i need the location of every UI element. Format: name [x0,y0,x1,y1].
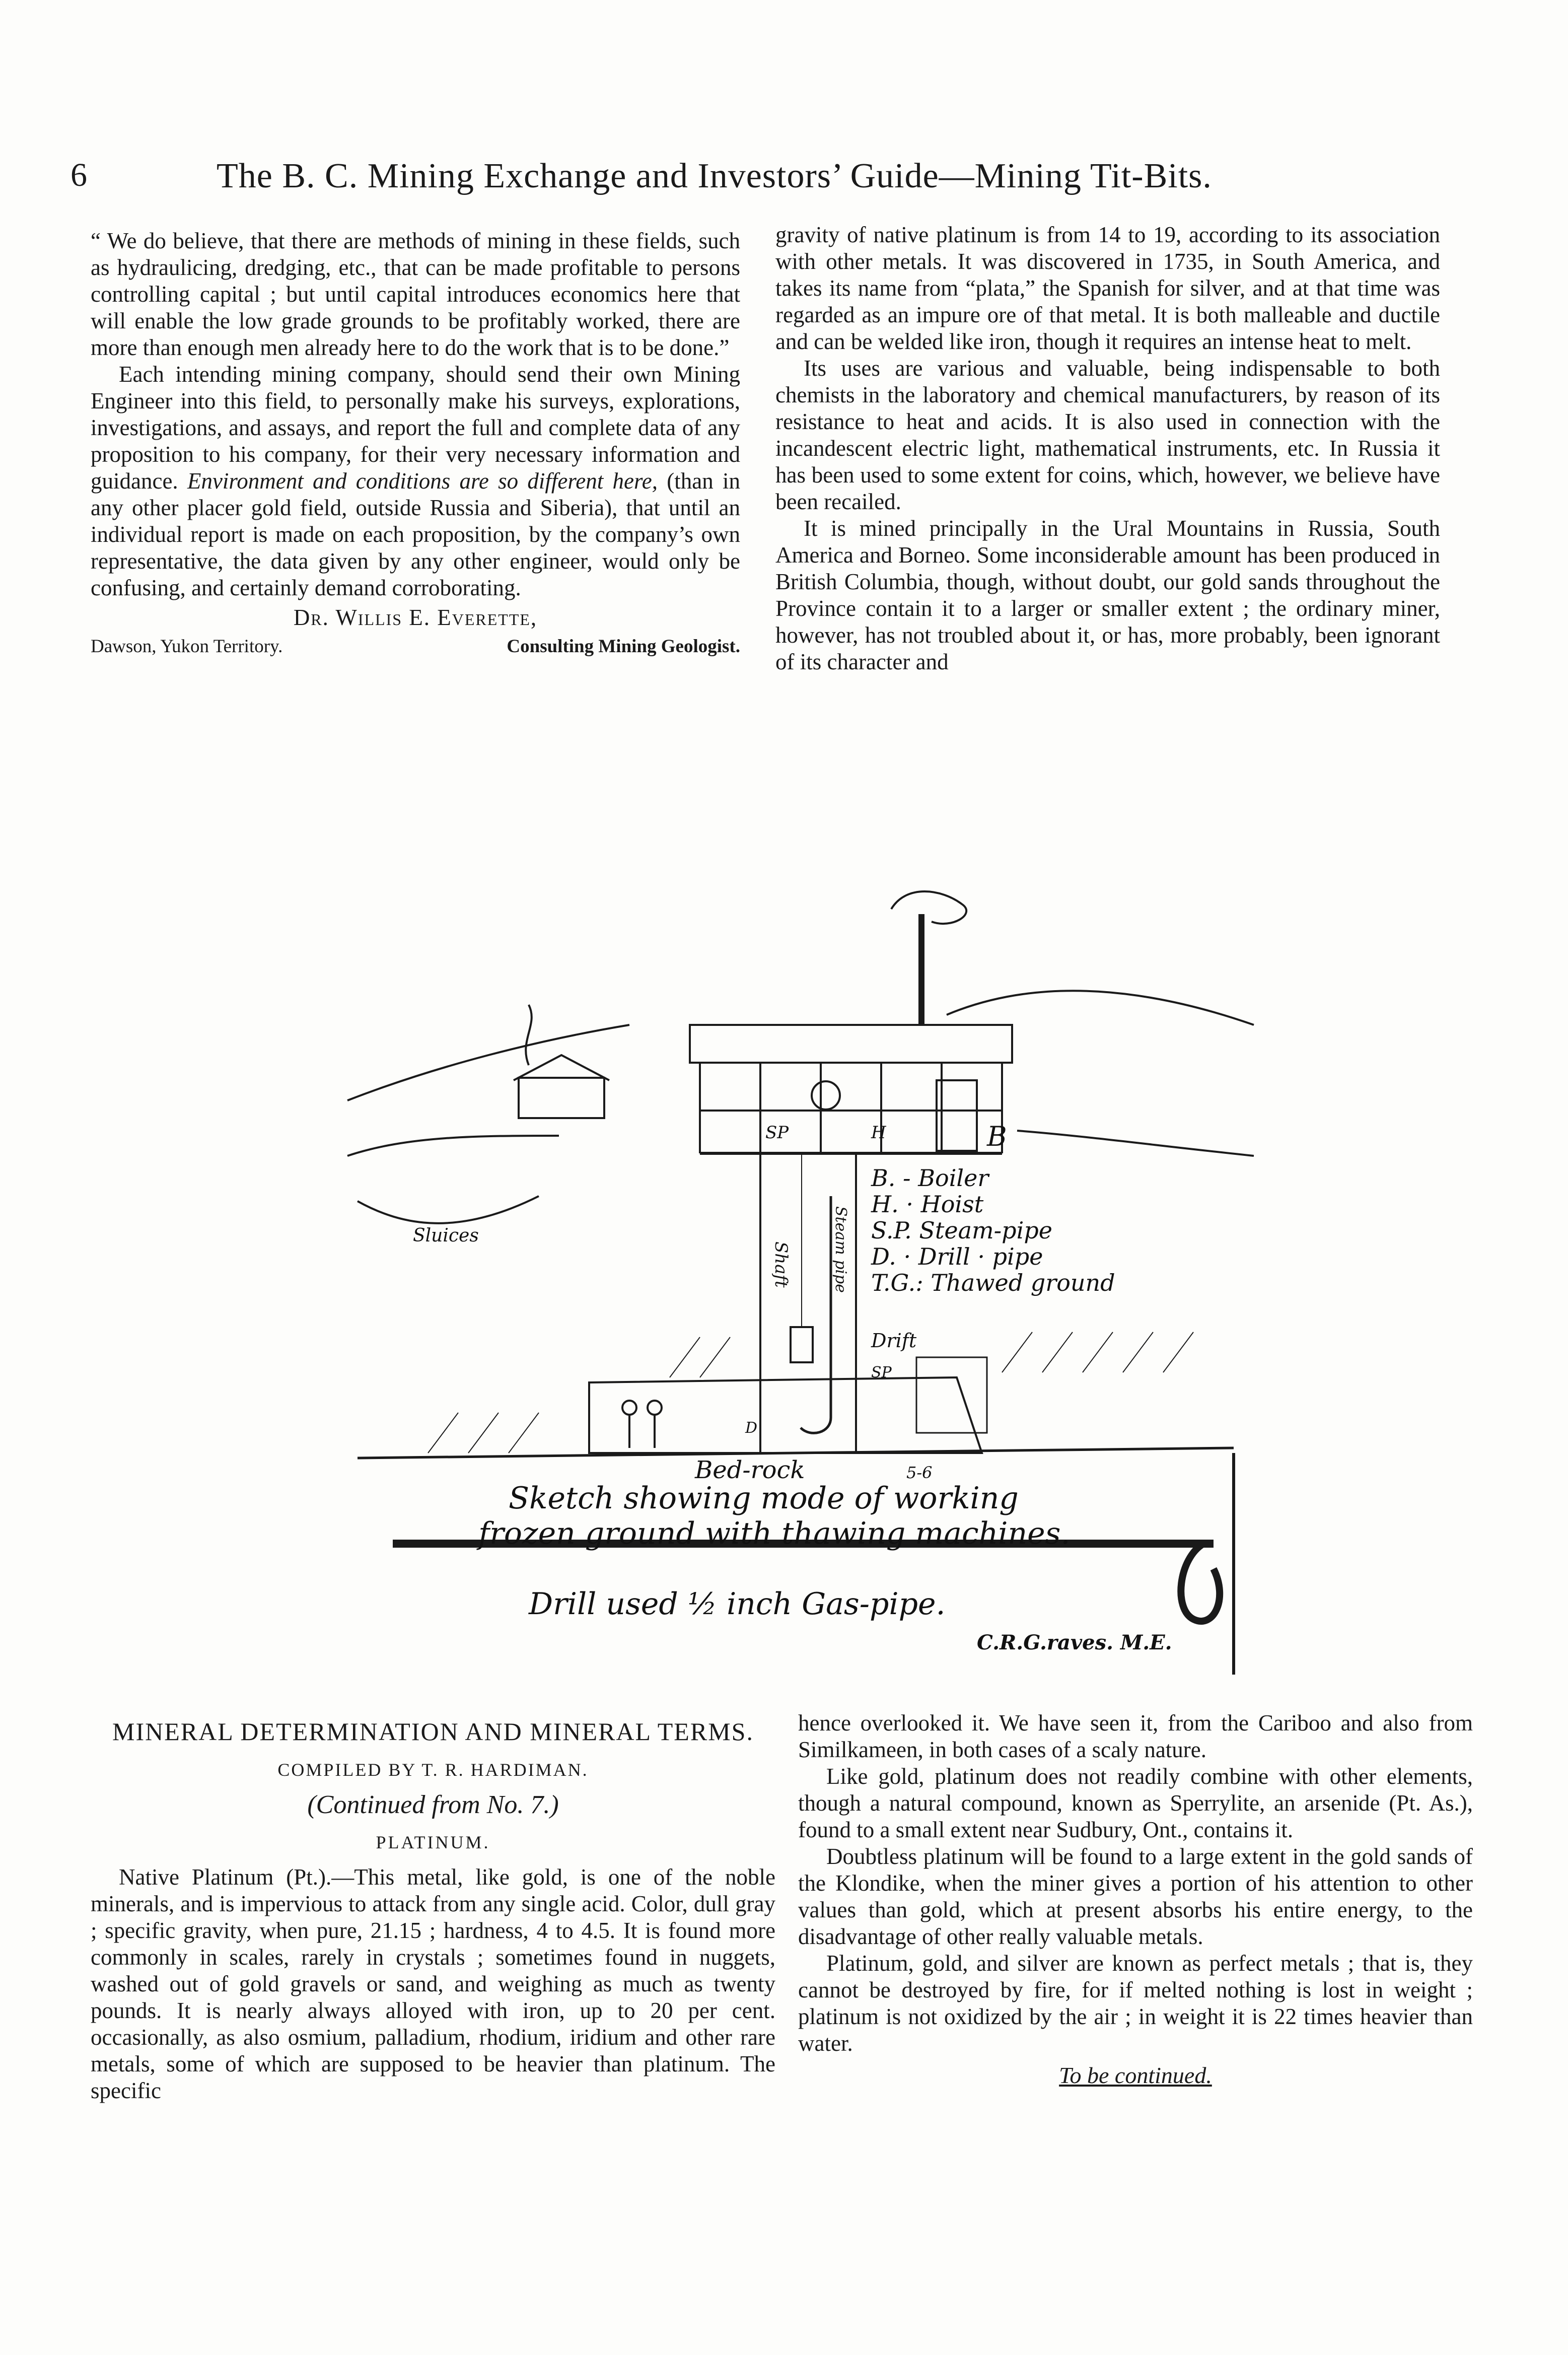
cabin-smoke [526,1005,532,1065]
platinum-column-top [775,222,1440,675]
platinum-paragraph: Its uses are various and valuable, being indispensable to both chemists in the laboratory and chemical manufacturers, by reason of its resistance to heat and acids. It is also used in connection with the incandescent electric light, mathematical instruments, etc. In Russia it has been used to some extent for coins, which, however, we believe have been recailed. [775,356,1440,514]
label-steam-pipe: Steam pipe [832,1206,849,1293]
steam-pipe [801,1196,831,1433]
letter-text: (than in any other placer gold field, outside Russia and Siberia), that until an individual report is made on each proposition, by the company’s own representative, the data given by any other engineer, would only be confusing, and certainly demand corroborating. [91,468,741,600]
platinum-paragraph: It is mined principally in the Ural Mountains in Russia, South America and Borneo. Some inconsiderable amount has been produced in British Columbia, though, without doubt, our gold sands throughout the Province contain it to a larger or smaller extent ; the ordinary miner, however, has not troubled about it, or has, more probably, been ignorant of its character and [775,516,1440,674]
legend-hoist: H. · Hoist [871,1191,984,1218]
label-d: D [745,1419,758,1437]
label-sluices: Sluices [413,1225,479,1246]
article-paragraph: hence overlooked it. We have seen it, from the Cariboo and also from Similkameen, in both cases of a scaly nature. [798,1710,1473,1762]
section-heading: PLATINUM. [376,1832,490,1852]
figure-caption-line1: Sketch showing mode of working [509,1481,1019,1516]
drift-tunnel [589,1377,982,1453]
author-location: Dawson, Yukon Territory. [91,636,283,657]
article-paragraph: Like gold, platinum does not readily combine with other elements, though a natural compound, known as Sperrylite, an arsenide (Pt. As.), found to a small extent near Sudbury, Ont., contains it. [798,1764,1473,1842]
drill-pipe-coil [1181,1544,1220,1621]
drill-caption: Drill used ½ inch Gas-pipe. [529,1586,946,1622]
article-column-left [91,1717,775,2104]
label-bedrock: Bed-rock [695,1456,805,1484]
figure-artist-credit: C.R.G.raves. M.E. [977,1631,1172,1654]
hill-outline-left [347,1025,629,1100]
thawed-ground [916,1357,987,1433]
author-role: Consulting Mining Geologist. [507,636,740,657]
article-paragraph: Native Platinum (Pt.).—This metal, like gold, is one of the noble minerals, and is impervious to attack from any single acid. Color, dull gray ; specific gravity, when pure, 21.15 ; hardness, 4 to 4.5. It is found more commonly in scales, rarely in crystals ; sometimes found in nuggets, washed out of gold gravels or sand, and weighing as much as twenty pounds. It is nearly always alloyed with iron, up to 20 per cent. occasionally, as also osmium, palladium, rhodium, iridium and other rare metals, some of which are supposed to be heavier than platinum. The specific [91,1864,775,2103]
letter-column [91,228,740,660]
article-title: MINERAL DETERMINATION AND MINERAL TERMS. [112,1717,754,1746]
to-be-continued: To be continued. [1059,2062,1212,2088]
letter-paragraph: “ We do believe, that there are methods of mining in these fields, such as hydraulicing, dredging, etc., that can be made profitable to persons controlling capital ; but until capital introduces economics here that will enable the low grade grounds to be profitably worked, there are more than enough men already here to do the work that is to be done.” [91,228,740,360]
cabin [519,1078,604,1118]
label-h: H [871,1123,886,1143]
bucket [791,1327,813,1362]
miner-head-2 [648,1401,662,1415]
signature-row [91,633,740,660]
ground-line-left [347,1136,559,1156]
sluice-flume [358,1196,539,1223]
cabin-roof [514,1055,609,1080]
label-shaft: Shaft [771,1241,791,1288]
article-paragraph: Platinum, gold, and silver are known as perfect metals ; that is, they cannot be destroyed by fire, for if melted nothing is lost in weight ; platinum is not oxidized by the air ; in weight it is 22 times heavier than water. [798,1951,1473,2056]
article-byline: COMPILED BY T. R. HARDIMAN. [277,1760,589,1780]
legend-steam-pipe: S.P. Steam-pipe [871,1217,1053,1244]
letter-text: Each intending mining company, should send their own Mining Engineer into this field, to personally make his surveys, explorations, investigations, and assays, and report the full and complete data of any proposition to his company, for their very necessary information and guidance. [91,362,740,494]
label-drift: Drift [871,1330,917,1352]
miner-head-1 [622,1401,636,1415]
legend-boiler: B. - Boiler [871,1164,989,1192]
legend-thawed-ground: T.G.: Thawed ground [871,1269,1115,1296]
ground-line-right [1017,1131,1254,1156]
hill-outline-right [947,991,1254,1025]
letter-emphasis: Environment and conditions are so different here, [187,468,658,494]
smoke-cloud [891,891,966,924]
page-header [0,151,1568,212]
letter-paragraph [91,361,740,601]
figure-caption-line2: frozen ground with thawing machines. [478,1516,1071,1551]
platinum-paragraph: gravity of native platinum is from 14 to 19, according to its association with other metals. It was discovered in 1735, in South America, and takes its name from “plata,” the Spanish for silver, and at that time was regarded as an impure ore of that metal. It is both malleable and ductile and can be welded like iron, though it requires an intense heat to melt. [775,222,1440,354]
label-sp: SP [765,1123,789,1143]
building-roof [690,1025,1012,1063]
author-signature: Dr. Willis E. Everette, [293,605,538,630]
label-b: B [987,1121,1007,1152]
article-column-right [798,1710,1473,2089]
page-number: 6 [70,157,87,193]
label-sp-drift: SP [871,1364,892,1381]
label-depth: 5-6 [906,1463,933,1482]
hoist-wheel [812,1081,840,1110]
article-continued: (Continued from No. 7.) [307,1790,559,1819]
mining-sketch [327,874,1259,1675]
mining-sketch-figure [327,874,1259,1675]
article-paragraph: Doubtless platinum will be found to a large extent in the gold sands of the Klondike, when the miner gives a portion of his attention to other values than gold, which at present absorbs his entire energy, to the disadvantage of other really valuable metals. [798,1844,1473,1949]
running-title: The B. C. Mining Exchange and Investors’ Guide—Mining Tit-Bits. [217,157,1212,195]
legend-drill-pipe: D. · Drill · pipe [871,1243,1043,1270]
